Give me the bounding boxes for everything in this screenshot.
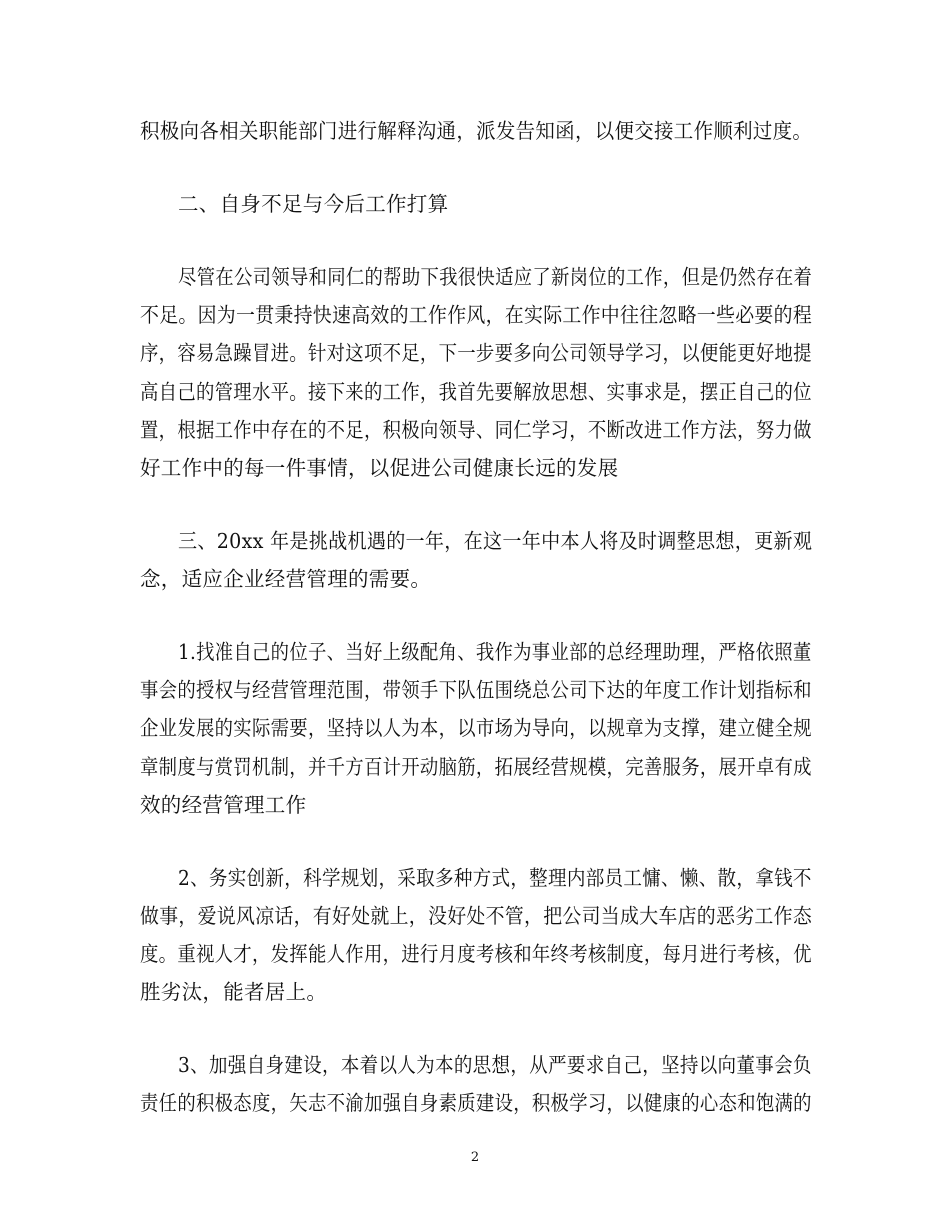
section-heading: 二、自身不足与今后工作打算	[178, 192, 449, 216]
body-line: 积极向各相关职能部门进行解释沟通，派发告知函，以便交接工作顺利过度。	[140, 119, 813, 143]
body-line: 做事，爱说风凉话，有好处就上，没好处不管，把公司当成大车店的恶劣工作态	[140, 904, 813, 928]
body-line: 责任的积极态度，矢志不渝加强自身素质建设，积极学习，以健康的心态和饱满的	[140, 1091, 812, 1115]
body-line: 胜劣汰，能者居上。	[140, 980, 328, 1004]
body-line: 2、务实创新，科学规划，采取多种方式，整理内部员工慵、懒、散，拿钱不	[178, 866, 812, 890]
body-line: 事会的授权与经营管理范围，带领手下队伍围绕总公司下达的年度工作计划指标和	[140, 678, 812, 702]
section-heading: 三、20xx 年是挑战机遇的一年，在这一年中本人将及时调整思想，更新观	[178, 529, 813, 553]
body-line: 序，容易急躁冒进。针对这项不足，下一步要多向公司领导学习，以便能更好地提	[140, 341, 812, 365]
body-line: 1.找准自己的位子、当好上级配角、我作为事业部的总经理助理，严格依照董	[178, 640, 812, 664]
body-line: 3、加强自身建设，本着以人为本的思想，从严要求自己，坚持以向董事会负	[178, 1053, 812, 1077]
body-line: 高自己的管理水平。接下来的工作，我首先要解放思想、实事求是，摆正自己的位	[140, 380, 812, 404]
page-number: 2	[470, 1150, 480, 1165]
body-line: 效的经营管理工作	[140, 793, 307, 817]
body-line: 置，根据工作中存在的不足，积极向领导、同仁学习，不断改进工作方法，努力做	[140, 418, 812, 442]
body-line: 念，适应企业经营管理的需要。	[140, 567, 432, 591]
body-line: 章制度与赏罚机制，并千方百计开动脑筋，拓展经营规模，完善服务，展开卓有成	[140, 755, 812, 779]
body-line: 尽管在公司领导和同仁的帮助下我很快适应了新岗位的工作，但是仍然存在着	[178, 265, 813, 289]
body-line: 企业发展的实际需要，坚持以人为本，以市场为导向，以规章为支撑，建立健全规	[140, 716, 812, 740]
body-line: 度。重视人才，发挥能人作用，进行月度考核和年终考核制度，每月进行考核，优	[140, 942, 812, 966]
body-line: 好工作中的每一件事情，以促进公司健康长远的发展	[140, 456, 619, 480]
body-line: 不足。因为一贯秉持快速高效的工作作风，在实际工作中往往忽略一些必要的程	[140, 303, 813, 327]
